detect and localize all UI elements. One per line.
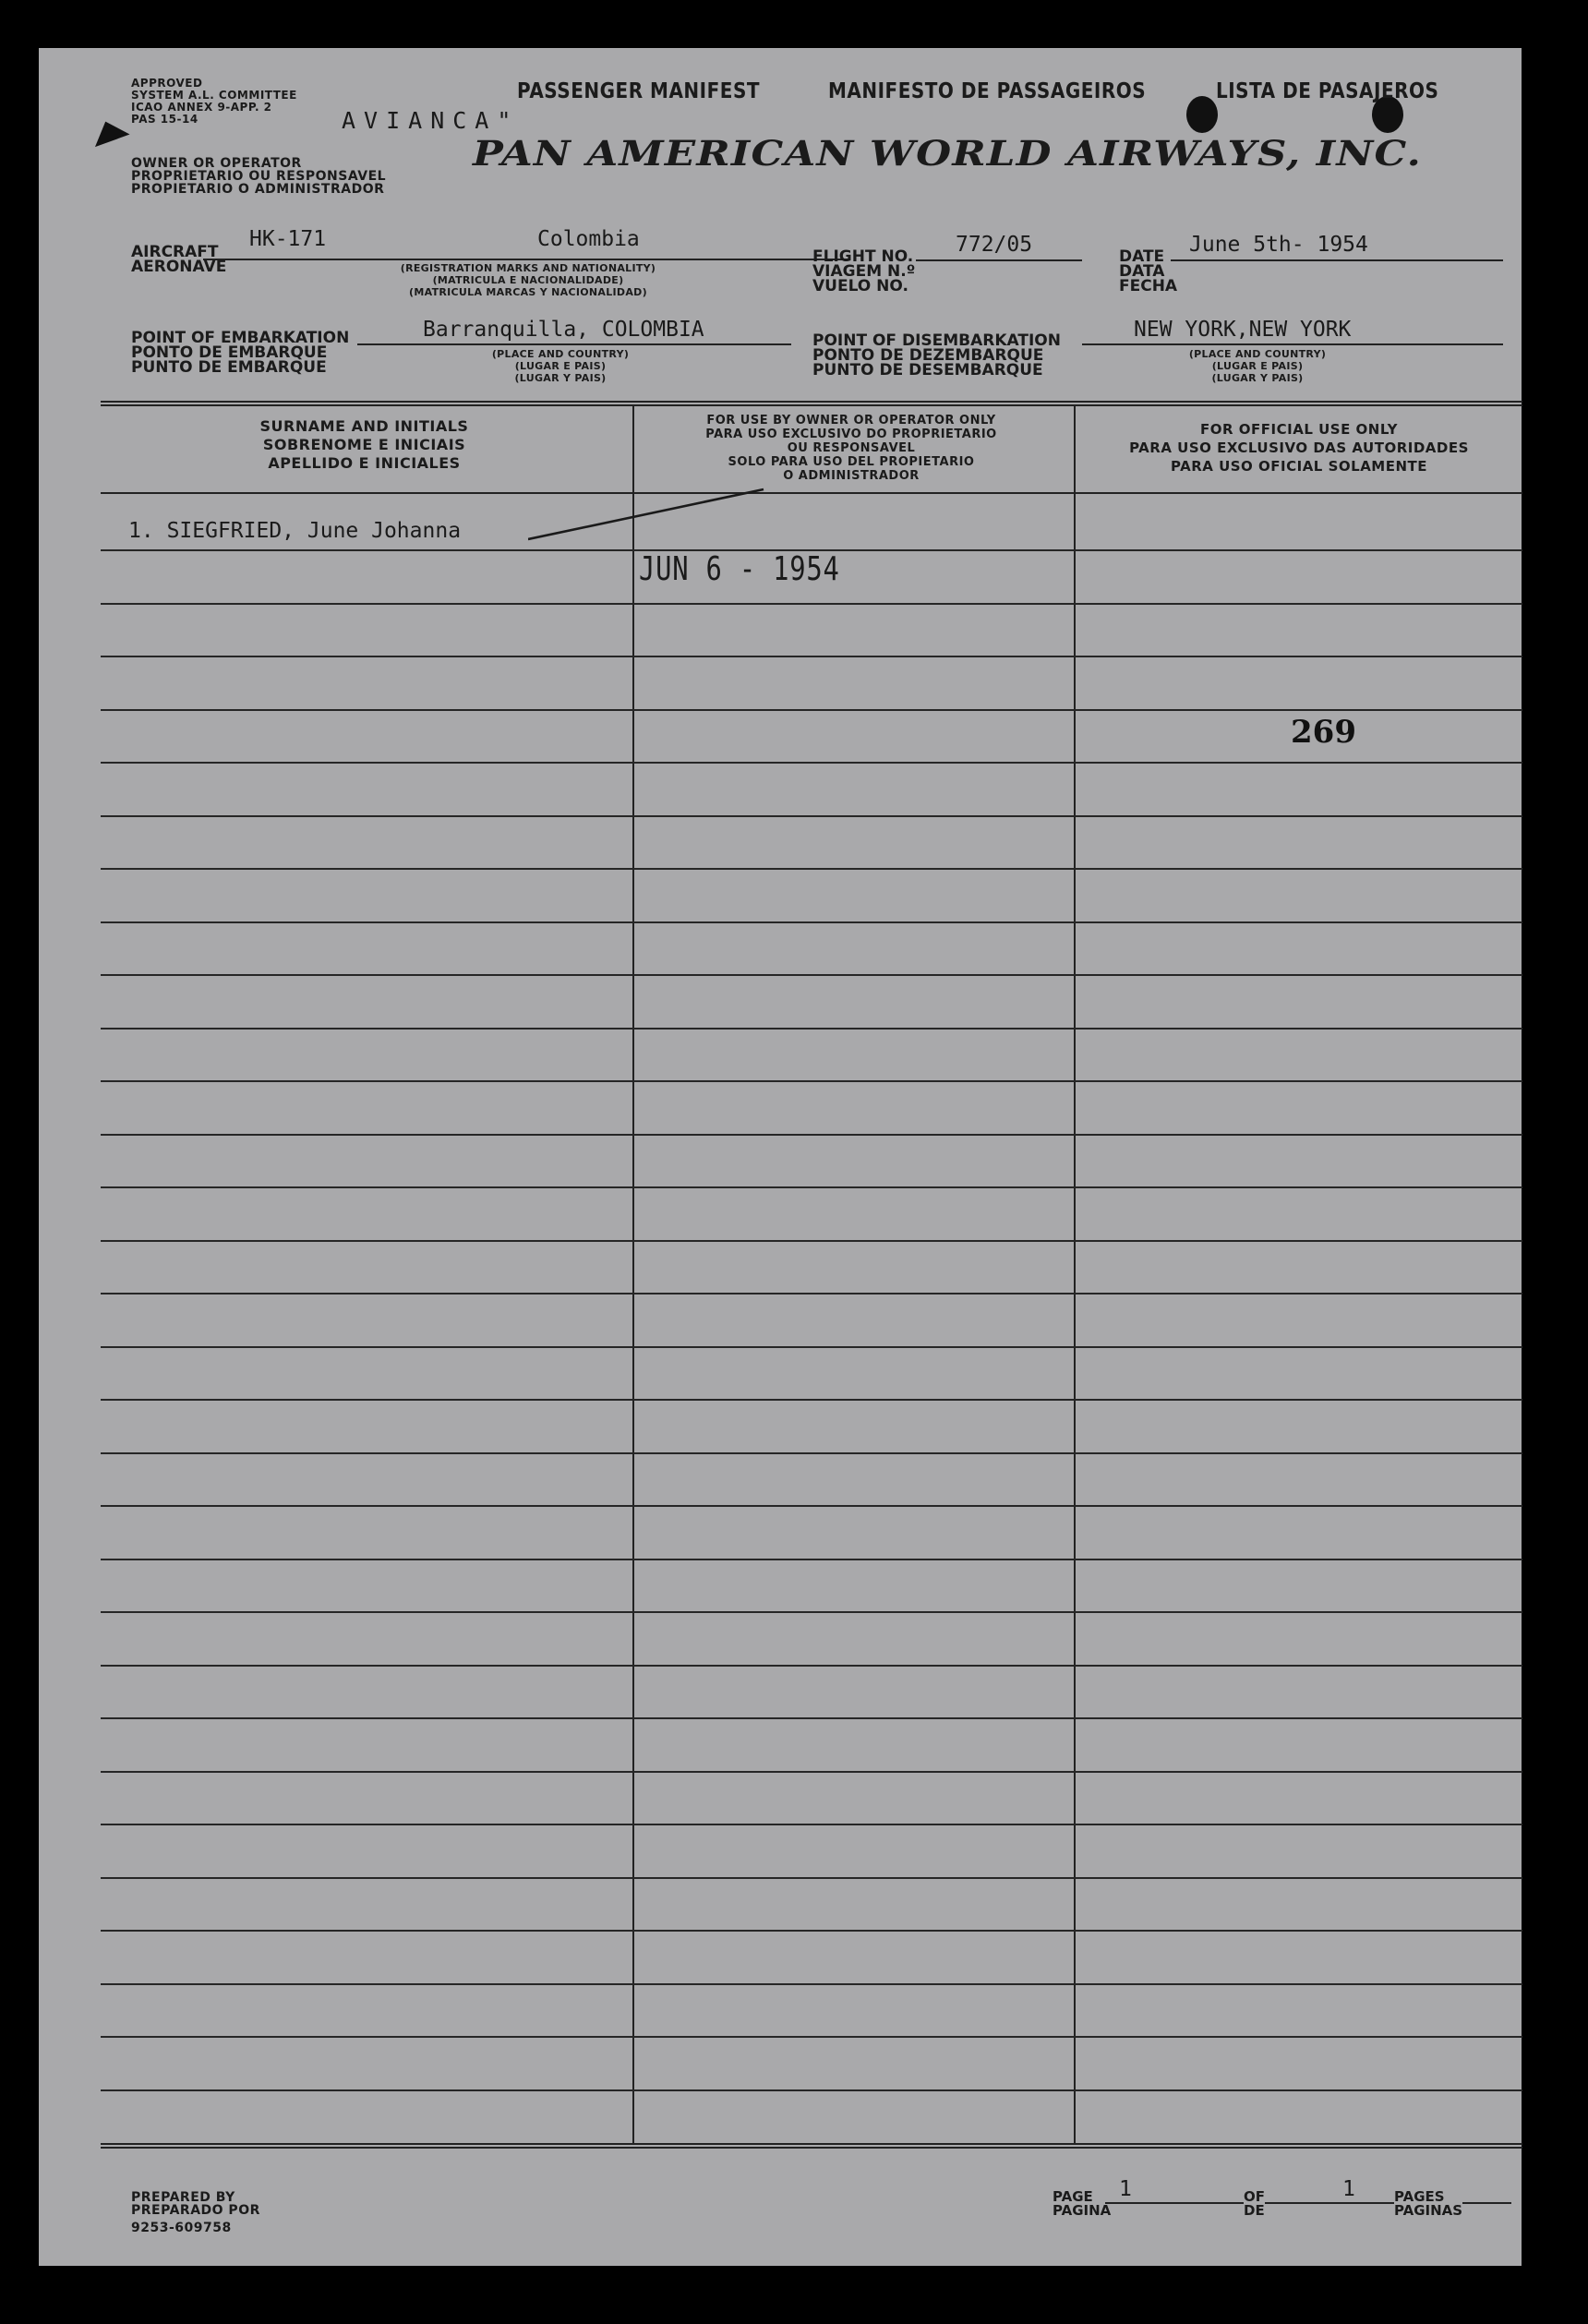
row-line xyxy=(101,2036,1522,2038)
table-bottom-rule xyxy=(101,2147,1522,2149)
row-line xyxy=(101,1346,1522,1348)
pages-label: PAGES PAGINAS xyxy=(1394,2188,1463,2219)
table-top-rule xyxy=(101,401,1522,403)
of-label: OF DE xyxy=(1244,2188,1265,2219)
aircraft-nationality: Colombia xyxy=(537,227,640,251)
row-line xyxy=(101,1452,1522,1454)
column-divider xyxy=(632,404,634,2143)
row-line xyxy=(101,921,1522,923)
row-line xyxy=(101,762,1522,764)
embarkation-label: POINT OF EMBARKATION PONTO DE EMBARQUE PUNTO DE EMBARQUE xyxy=(131,329,350,377)
embarkation-caption: (PLACE AND COUNTRY) (LUGAR E PAIS) (LUGAR Y PAIS) xyxy=(491,348,630,384)
table-bottom-rule xyxy=(101,2143,1522,2145)
punch-hole xyxy=(1186,96,1218,133)
row-line xyxy=(101,1186,1522,1188)
row-line xyxy=(101,1080,1522,1082)
col-header-official: FOR OFFICIAL USE ONLY PARA USO EXCLUSIVO DAS AUTORIDADES PARA USO OFICIAL SOLAMENTE xyxy=(1129,421,1469,475)
row-line xyxy=(101,1771,1522,1773)
passenger-name: SIEGFRIED, June Johanna xyxy=(166,519,462,543)
row-line xyxy=(101,603,1522,605)
row-line xyxy=(101,1559,1522,1560)
title-portuguese: MANIFESTO DE PASSAGEIROS xyxy=(828,78,1147,103)
row-line xyxy=(101,815,1522,817)
flight-label: FLIGHT NO. VIAGEM N.º VUELO NO. xyxy=(812,247,916,295)
column-divider xyxy=(1074,404,1076,2143)
date-label: DATE DATA FECHA xyxy=(1119,247,1178,295)
airline-pan-american: PAN AMERICAN WORLD AIRWAYS, INC. xyxy=(473,133,1423,174)
total-pages: 1 xyxy=(1342,2177,1355,2201)
flight-underline xyxy=(916,259,1082,261)
approval-block: APPROVED SYSTEM A.L. COMMITTEE ICAO ANNEX 9-APP. 2 PAS 15-14 xyxy=(131,77,297,126)
row-line xyxy=(101,1293,1522,1294)
aircraft-underline xyxy=(203,259,849,260)
disembarkation-label: POINT OF DISEMBARKATION PONTO DE DEZEMBARQUE PUNTO DE DESEMBARQUE xyxy=(812,331,1061,379)
header-bottom-rule xyxy=(101,492,1522,494)
owner-label: OWNER OR OPERATOR PROPRIETARIO OU RESPONSAVEL PROPIETARIO O ADMINISTRADOR xyxy=(131,156,387,197)
row-line xyxy=(101,1611,1522,1613)
corner-mark xyxy=(88,115,129,147)
row-line xyxy=(101,2089,1522,2091)
row-line xyxy=(101,1877,1522,1879)
page-label: PAGE PAGINA xyxy=(1053,2188,1112,2219)
official-number: 269 xyxy=(1291,714,1356,751)
manifest-sheet xyxy=(39,48,1522,2266)
row-line xyxy=(101,974,1522,976)
date-stamp: JUN 6 - 1954 xyxy=(639,550,840,588)
col-header-owner: FOR USE BY OWNER OR OPERATOR ONLY PARA USO EXCLUSIVO DO PROPRIETARIO OU RESPONSAVEL SOLO PARA USO DEL PROPIETARIO O ADMINISTRADOR xyxy=(705,414,997,483)
col-header-name: SURNAME AND INITIALS SOBRENOME E INICIAIS APELLIDO E INICIALES xyxy=(259,417,469,472)
table-top-rule xyxy=(101,404,1522,406)
flight-date: June 5th- 1954 xyxy=(1189,233,1368,257)
title-english: PASSENGER MANIFEST xyxy=(517,78,760,103)
row-line xyxy=(101,1824,1522,1825)
aircraft-caption: (REGISTRATION MARKS AND NATIONALITY) (MATRICULA E NACIONALIDADE) (MATRICULA MARCAS Y NACIONALIDAD) xyxy=(400,262,656,298)
passenger-entry xyxy=(128,519,461,543)
prepared-by: PREPARED BY PREPARADO POR 9253-609758 xyxy=(131,2190,260,2235)
row-line xyxy=(101,1983,1522,1985)
pen-stroke xyxy=(528,482,768,556)
title-spanish: LISTA DE PASAJEROS xyxy=(1216,78,1439,103)
passenger-number: 1. xyxy=(128,519,154,543)
airline-avianca: AVIANCA" xyxy=(342,107,520,134)
row-line xyxy=(101,868,1522,870)
disembarkation-caption: (PLACE AND COUNTRY) (LUGAR E PAIS) (LUGAR Y PAIS) xyxy=(1188,348,1327,384)
row-line xyxy=(101,1505,1522,1507)
row-line xyxy=(101,709,1522,711)
row-line xyxy=(101,1134,1522,1136)
row-line xyxy=(101,1399,1522,1401)
row-line xyxy=(101,1930,1522,1932)
row-line xyxy=(101,1240,1522,1242)
disembarkation-place: NEW YORK,NEW YORK xyxy=(1134,318,1352,342)
embarkation-place: Barranquilla, COLOMBIA xyxy=(423,318,704,342)
row-line xyxy=(101,1665,1522,1667)
row-line xyxy=(101,1717,1522,1719)
aircraft-label: AIRCRAFT AERONAVE xyxy=(131,243,227,276)
row-line xyxy=(101,656,1522,657)
date-underline xyxy=(1171,259,1503,261)
row-line xyxy=(101,1028,1522,1030)
page-number: 1 xyxy=(1119,2177,1132,2201)
aircraft-registration: HK-171 xyxy=(249,227,327,251)
embarkation-underline xyxy=(357,343,791,345)
disembarkation-underline xyxy=(1082,343,1503,345)
flight-number: 772/05 xyxy=(956,233,1033,257)
